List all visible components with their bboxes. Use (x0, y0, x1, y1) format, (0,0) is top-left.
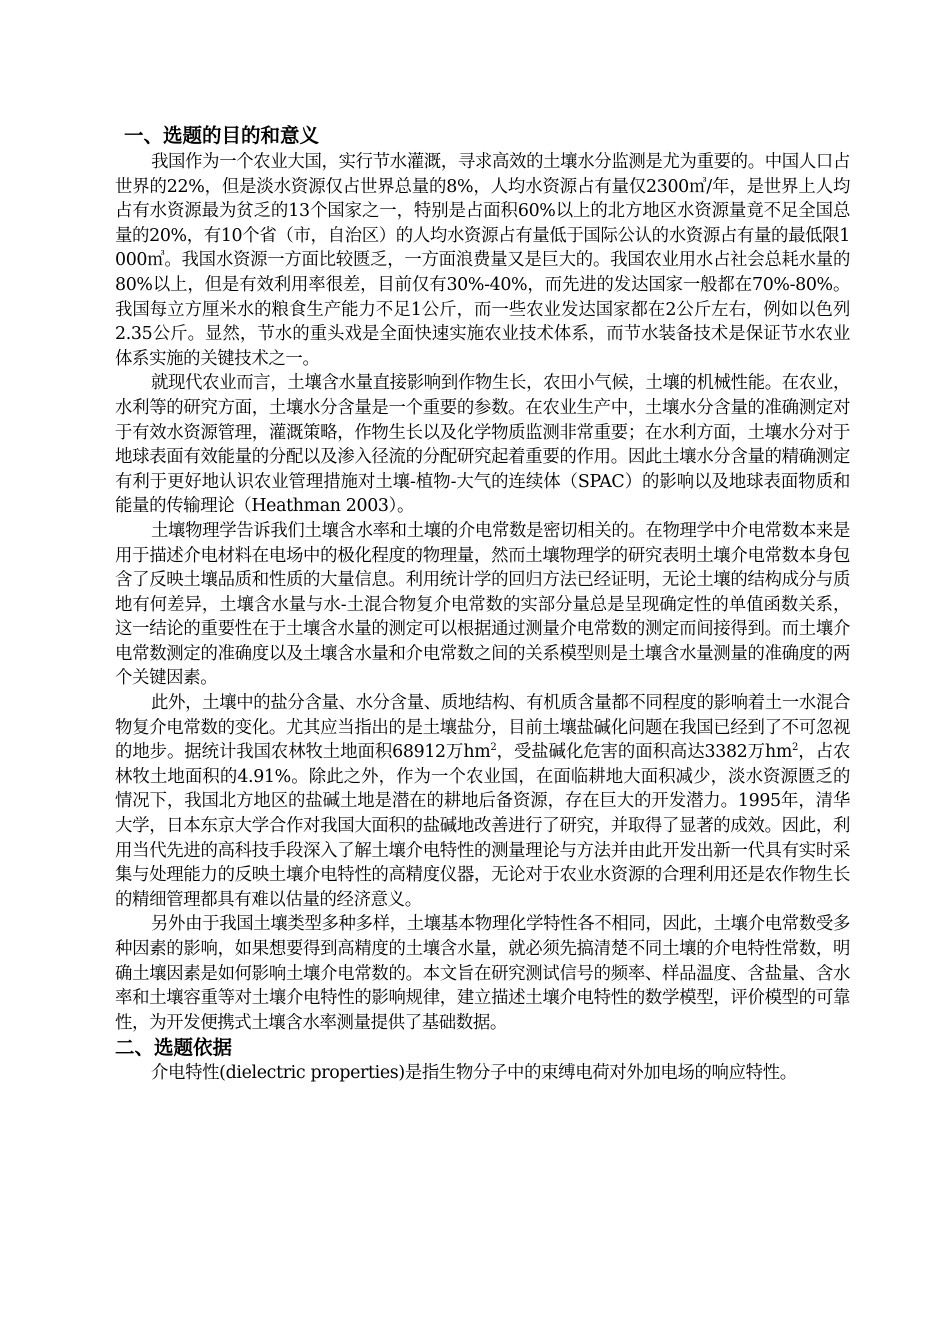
document-body (115, 123, 850, 1086)
paragraph-soil-salinity (115, 691, 850, 912)
section-heading-purpose: 一、选题的目的和意义 (124, 124, 320, 147)
section-heading-basis: 二、选题依据 (115, 1036, 233, 1060)
superscript: 2 (792, 742, 799, 754)
paragraph-text: 土壤物理学告诉我们土壤含水率和土壤的介电常数是密切相关的。在物理学中介电常数本来是用于描述介电材料在电场中的极化程度的物理量，然而土壤物理学的研究表明土壤介电常数本身包含了反映土壤品质和性质的大量信息。利用统计学的回归方法已经证明，无论土壤的结构成分与质地有何差异，土壤含水量与水-土混合物复介电常数的实部分量总是呈现确定性的单值函数关系，这一结论的重要性在于土壤含水量的测定可以根据通过测量介电常数的测定而间接得到。而土壤介电常数测定的准确度以及土壤含水量和介电常数之间的关系模型则是土壤含水量测量的准确度的两个关键因素。 (115, 520, 850, 689)
superscript: 2 (490, 742, 497, 754)
paragraph-text: 我国作为一个农业大国，实行节水灌溉，寻求高效的土壤水分监测是尤为重要的。中国人口占世界的22%，但是淡水资源仅占世界总量的8%，人均水资源占有量仅2300㎥/年，是世界上人均占有水资源最为贫乏的13个国家之一，特别是占面积60%以上的北方地区水资源量竟不足全国总量的20%，有10个省（市，自治区）的人均水资源占有量低于国际公认的水资源占有量的最低限1000㎥。我国水资源一方面比较匮乏，一方面浪费量又是巨大的。我国农业用水占社会总耗水量的80%以上，但是有效利用率很差，目前仅有30%-40%，而先进的发达国家一般都在70%-80%。我国每立方厘米水的粮食生产能力不足1公斤，而一些农业发达国家都在2公斤左右，例如以色列2.35公斤。显然，节水的重头戏是全面快速实施农业技术体系，而节水装备技术是保证节水农业体系实施的关键技术之一。 (115, 152, 850, 369)
paragraph-text: 另外由于我国土壤类型多种多样，土壤基本物理化学特性各不相同，因此，土壤介电常数受多种因素的影响，如果想要得到高精度的土壤含水量，就必须先搞清楚不同土壤的介电特性常数，明确土壤因素是如何影响土壤介电常数的。本文旨在研究测试信号的频率、样品温度、含盐量、含水率和土壤容重等对土壤介电特性的影响规律，建立描述土壤介电特性的数学模型，评价模型的可靠性，为开发便携式土壤含水率测量提供了基础数据。 (115, 914, 850, 1033)
paragraph-soil-physics (115, 519, 850, 691)
paragraph-text: 此外，土壤中的盐分含量、水分含量、质地结构、有机质含量都不同程度的影响着土一水混合物复介电常数的变化。尤其应当指出的是土壤盐分，目前土壤盐碱化问题在我国已经到了不可忽视的地步。据统计我国农林牧土地面积68912万hm (115, 693, 850, 763)
paragraph-text: 介电特性(dielectric properties)是指生物分子中的束缚电荷对外加电场的响应特性。 (151, 1063, 797, 1084)
paragraph-text: ，占农林牧土地面积的4.91%。除此之外，作为一个农业国，在面临耕地大面积减少，淡水资源匮乏的情况下，我国北方地区的盐碱土地是潜在的耕地后备资源，存在巨大的开发潜力。1995年，清华大学，日本东京大学合作对我国大面积的盐碱地改善进行了研究，并取得了显著的成效。因此，利用当代先进的高科技手段深入了解土壤介电特性的测量理论与方法并由此开发出新一代具有实时采集与处理能力的反映土壤介电特性的高精度仪器，无论对于农业水资源的合理利用还是农作物生长的精细管理都具有难以估量的经济意义。 (115, 742, 850, 910)
paragraph-water-resources (115, 150, 850, 371)
paragraph-text: ，受盐碱化危害的面积高达3382万hm (496, 742, 792, 763)
paragraph-dielectric-definition (115, 1061, 850, 1086)
paragraph-research-aim (115, 912, 850, 1035)
paragraph-text: 就现代农业而言，土壤含水量直接影响到作物生长，农田小气候，土壤的机械性能。在农业，水利等的研究方面，土壤水分含量是一个重要的参数。在农业生产中，土壤水分含量的准确测定对于有效水资源管理，灌溉策略，作物生长以及化学物质监测非常重要；在水利方面，土壤水分对于地球表面有效能量的分配以及渗入径流的分配研究起着重要的作用。因此土壤水分含量的精确测定有利于更好地认识农业管理措施对土壤-植物-大气的连续体（SPAC）的影响以及地球表面物质和能量的传输理论（Heathman 2003）。 (115, 373, 850, 517)
paragraph-modern-agriculture (115, 371, 850, 519)
